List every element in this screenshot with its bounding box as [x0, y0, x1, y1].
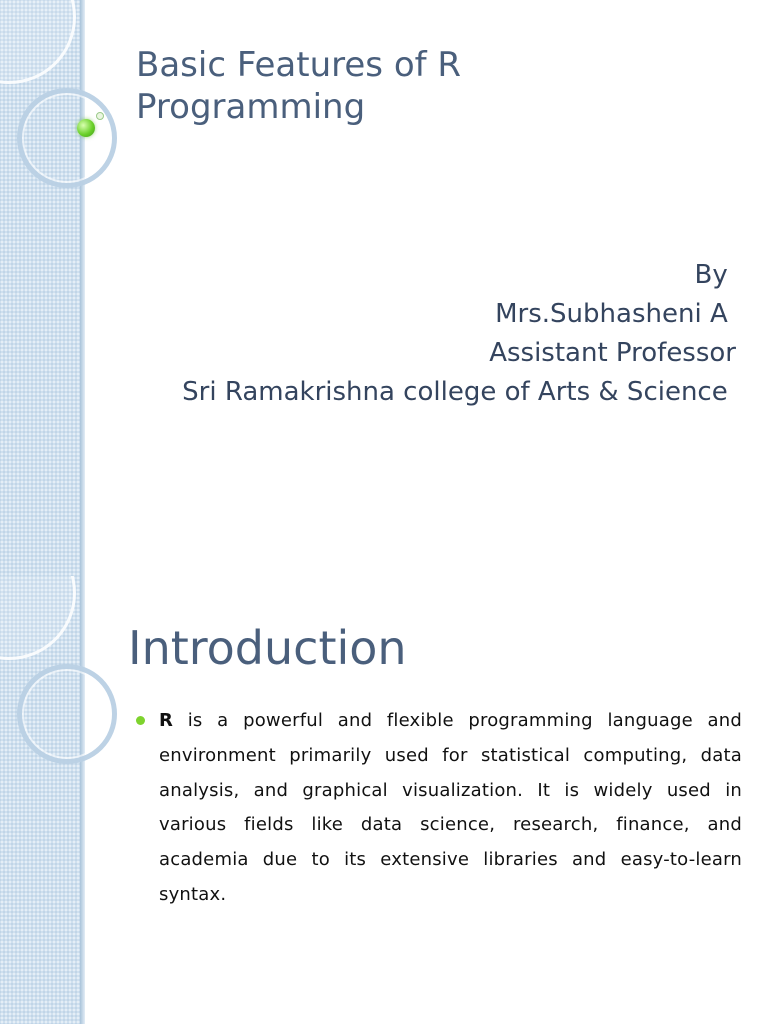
decorative-side-band: [0, 0, 84, 576]
side-band-edge: [80, 576, 85, 1024]
decorative-ring-medium: [17, 664, 117, 764]
side-band-edge: [80, 0, 85, 576]
bullet-item: [136, 704, 742, 913]
bullet-dot-icon: [136, 716, 145, 725]
bullet-text: [159, 704, 742, 913]
bullet-body: is a powerful and flexible programming language and environment primarily used for statistical computing, data analysis, and graphical visualization. It is widely used in various fields like data science, research, finance, and academia due to its extensive libraries and easy-to-learn syntax.: [159, 710, 742, 905]
small-orb-icon: [96, 112, 104, 120]
byline-designation: Assistant Professor: [489, 338, 736, 368]
green-orb-icon: [77, 119, 95, 137]
decorative-ring-medium: [17, 88, 117, 188]
slide-title: Introduction: [128, 621, 407, 675]
byline-by: By: [694, 260, 736, 290]
bullet-bold-lead: R: [159, 710, 174, 731]
byline-institution: Sri Ramakrishna college of Arts & Science: [182, 377, 736, 407]
introduction-slide: [0, 576, 768, 1024]
author-byline: [116, 256, 736, 412]
byline-author: Mrs.Subhasheni A: [495, 299, 736, 329]
slide-title: Basic Features of R Programming: [136, 45, 462, 127]
